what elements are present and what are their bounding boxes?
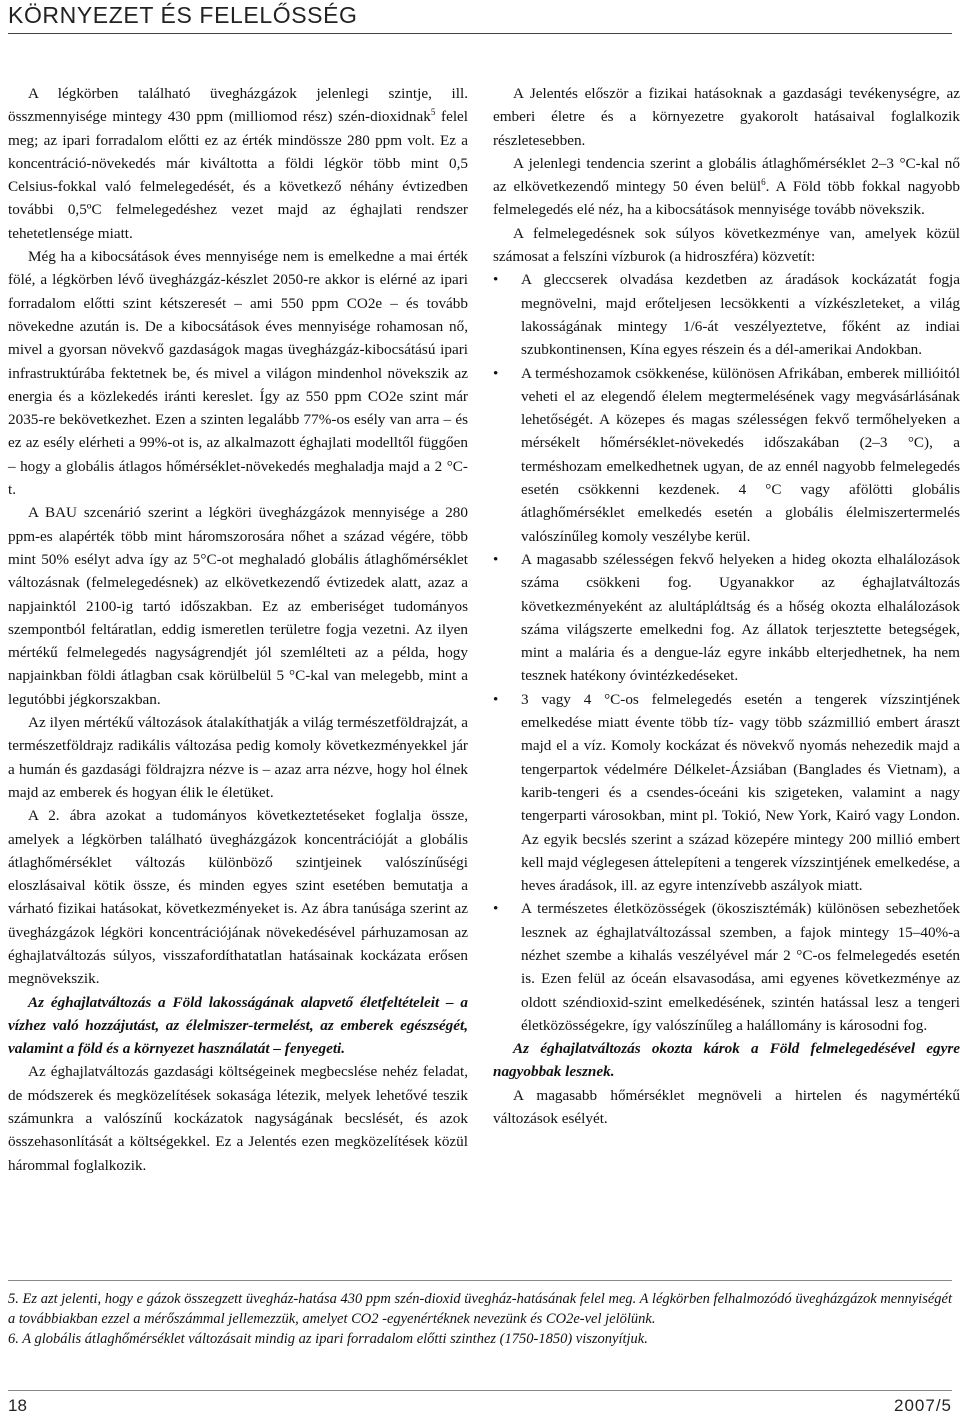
footnote-ref[interactable]: 5 [430,107,436,118]
left-column [8,82,468,1177]
paragraph: A Jelentés először a fizikai hatásoknak a gazdasági tevékenységre, az emberi életre és a környezetre gyakorolt hatásaival foglalkozik részletesebben. [493,85,960,149]
bullet-icon: • [493,364,499,382]
paragraph: A felmelegedésnek sok súlyos következménye van, amelyek közül számosat a felszíni vízburok (a hidroszféra) közvetít: [493,224,960,266]
section-title: KÖRNYEZET ÉS FELELŐSSÉG [8,2,358,28]
footnote-rule [8,1280,952,1281]
list-item: • A természetes életközösségek (ökoszisztémák) különösen sebezhetőek lesznek az éghajlatváltozással szemben, a fajok mintegy 15–40%-a nézhet szembe a kihalás veszélyével már 2 °C-os felmelegedés esetén is. Ezen felül az óceán elsavasodása, ami egyenes következménye az oldott széndioxid-szint emelkedésének, szintén hatással lesz a tengeri életközösségekre, így valószínűleg a halállomány is károsodni fog. [493,897,960,1037]
paragraph: A magasabb hőmérséklet megnöveli a hirtelen és nagymértékű változások esélyét. [493,1086,960,1128]
issue-number: 2007/5 [894,1396,952,1415]
footnote-ref[interactable]: 6 [761,177,766,188]
paragraph: Még ha a kibocsátások éves mennyisége nem is emelkedne a mai érték fölé, a légkörben lévő üvegházgáz-készlet 2050-re akkor is elérné az ipari forradalom előtti szint kétszeresét – ami 550 ppm CO2e – és tovább növekedne azután is. De a kibocsátások éves mennyisége rohamosan nő, mivel a gyorsan növekvő gazdaságok magas üvegházgáz-kibocsátású ipari infrastruktúrába fektetnek be, és mivel a világon mindenhol növekszik az energia és a közlekedés iránti kereslet. Így az 550 ppm CO2e szint már 2035-re bekövetkezhet. Ezen a szinten legalább 77%-os esély van arra – és ez az esély elérheti a 99%-ot is, az alkalmazott éghajlati modelltől függően – hogy a globális átlagos hőmérséklet-növekedés meghaladja majd a 2 °C-t. [8,248,468,499]
page-header [8,0,952,40]
header-rule [8,33,952,34]
paragraph: A BAU szcenárió szerint a légköri üvegházgázok mennyisége a 280 ppm-es alapérték több mint háromszorosára nőhet a század végére, több mint 50% esélyt adva így az 5°C-ot meghaladó globális átlaghőmérséklet változásnak (felmelegedésnek) az elkövetkezendő évtizedek alatt, azaz a napjainktól 2100-ig tartó időszakban. Ez az emberiséget tudományos szempontból feltáratlan, eddig ismeretlen területre fogja vezetni. Az ilyen mértékű felmelegedés nagyságrendjét jól szemlélteti az a példa, hogy napjainkban földi átlagban csak körülbelül 5 °C-kal van melegebb, mint a legutóbbi jégkorszakban. [8,504,468,708]
paragraph: A légkörben található üvegházgázok jelenlegi szintje, ill. összmennyisége mintegy 430 ppm (milliomod rész) szén-dioxidnak$^5$ felel meg; az ipari forradalom előtti ez az érték mindössze 280 ppm volt. Ez a koncentráció-növekedés már kiváltotta a földi légkör több mint 0,5 Celsius-fokkal való felmelegedését, és a következő néhány évtizedben további 0,5ºC felmelegedéshez vezet majd az éghajlati rendszer tehetetlensége miatt. [8,85,468,242]
bullet-icon: • [493,271,499,289]
page-number: 18 [8,1396,27,1415]
bullet-icon: • [493,900,499,918]
impact-list [493,268,960,1037]
bullet-icon: • [493,550,499,568]
footnote-5: 5. Ez azt jelenti, hogy e gázok összegzett üvegház-hatása 430 ppm szén-dioxid üvegház-hatásának felel meg. A légkörben felhalmozódó üvegházgázok mennyiségét a továbbiakban ezzel a mérőszámmal jellemezzük, amelyet CO2 -egyenértéknek nevezünk és CO2e-vel jelölünk. [8,1291,952,1327]
bullet-icon: • [493,690,499,708]
list-item: • A gleccserek olvadása kezdetben az áradások kockázatát fogja megnövelni, majd erőteljesen lecsökkenti a vízkészleteket, a világ lakosságának mintegy 1/6-át veszélyeztetve, főként az indiai szubkontinensen, Kína egyes részein és a dél-amerikai Andokban. [493,268,960,361]
right-column [493,82,960,1130]
paragraph: Az ilyen mértékű változások átalakíthatják a világ természetföldrajzát, a természetföldrajz radikális változása pedig komoly következményekkel jár a humán és gazdasági földrajzra nézve is – azaz arra nézve, hogy hol élnek majd az emberek és hogyan élik le életüket. [8,714,468,801]
page-footer [8,1396,952,1420]
footer-rule [8,1390,952,1391]
list-item: • 3 vagy 4 °C-os felmelegedés esetén a tengerek vízszintjének emelkedése miatt évente több tíz- vagy több százmillió embert áraszt majd el a víz. Komoly kockázat és növekvő nyomás nehezedik majd a tengerpartok védelmére Délkelet-Ázsiában (Banglades és Vietnam), a karib-tengeri és a csendes-óceáni kis szigeteken, valamint a nagy tengerparti városokban, mint pl. Tokió, New York, Kairó vagy London. Az egyik becslés szerint a század közepére mintegy 200 millió embert kell majd véglegesen áttelepíteni a tengerek vízszintjének emelkedése, a heves áradások, ill. az egyre intenzívebb aszályok miatt. [493,688,960,898]
paragraph: Az éghajlatváltozás gazdasági költségeinek megbecslése nehéz feladat, de módszerek és megközelítések sokasága létezik, melyek lehetővé teszik számunkra a valószínű kockázatok nagyságának becslését, és azok összehasonlítását a költségekkel. Ez a Jelentés ezen megközelítések közül hárommal foglalkozik. [8,1063,468,1174]
footnotes [8,1289,952,1349]
paragraph: A 2. ábra azokat a tudományos következtetéseket foglalja össze, amelyek a légkörben található üvegházgázok koncentrációját a globális átlaghőmérséklet változás különböző szintjeinek valószínűségi eloszlásaival kötik össze, és minden egyes szint esetében bemutatja a várható fizikai hatásokat, következményeket is. Az ábra tanúsága szerint az üvegházgázok légköri koncentrációjának növekedésével párhuzamosan az éghajlatváltozás súlyos, visszafordíthatatlan hatásainak kockázata erősen megnövekszik. [8,807,468,988]
emphasis-paragraph: Az éghajlatváltozás okozta károk a Föld felmelegedésével egyre nagyobbak lesznek. [493,1040,960,1081]
list-item: • A magasabb szélességen fekvő helyeken a hideg okozta elhalálozások száma csökkeni fog. Ugyanakkor az éghajlatváltozás következményeként az alultáplάltság és a hőség okozta elhalálozások száma világszerte emelkedni fog. Az állatok terjesztette betegségek, mint a malária és a dengue-láz egyre inkább elterjedhetnek, ha nem tesznek hatékony óvintézkedéseket. [493,548,960,688]
paragraph: A jelenlegi tendencia szerint a globális átlaghőmérséklet 2–3 °C-kal nő az elkövetkezendő mintegy 50 éven belül$^6$. A Föld több fokkal nagyobb felmelegedés elé néz, ha a kibocsátások mennyisége tovább növekszik. [493,154,960,219]
list-item: • A terméshozamok csökkenése, különösen Afrikában, emberek millióitól veheti el az elegendő élelem megtermelésének vagy megvásárlásának lehetőségét. A közepes és magas szélességen fekvő termőhelyeken a mérsékelt hőmérséklet-növekedés időszakában (2–3 °C), a terméshozam emelkedhetnek ugyan, de az ennél nagyobb felmelegedés esetén csökkenni kezdenek. 4 °C vagy afölötti globális átlaghőmérséklet emelkedés esetén a globális élelmiszertermelés valószínűleg komoly veszélybe kerül. [493,362,960,548]
footnote-6: 6. A globális átlaghőmérséklet változásait mindig az ipari forradalom előtti szinthez (1750-1850) viszonyítjuk. [8,1331,648,1347]
emphasis-paragraph: Az éghajlatváltozás a Föld lakosságának alapvető életfeltételeit – a vízhez való hozzájutást, az élelmiszer-termelést, az emberek egészségét, valamint a föld és a környezet használatát – fenyegeti. [8,993,468,1058]
